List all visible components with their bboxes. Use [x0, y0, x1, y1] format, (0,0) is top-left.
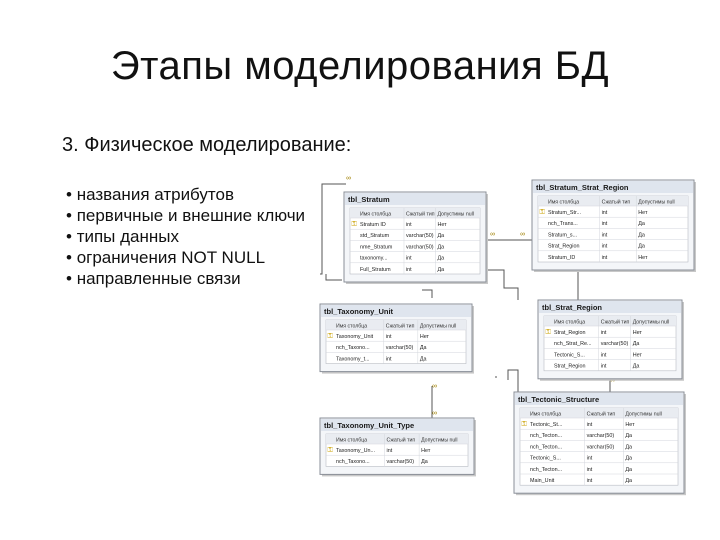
column-header: Сжатый тип	[600, 319, 630, 326]
bullet-item: • названия атрибутов	[66, 184, 316, 205]
table-cell: nch_Strat_Re...	[554, 341, 592, 348]
table-cell: Да	[632, 341, 640, 348]
relation-marker: ∞	[520, 231, 525, 238]
table-cell: int	[405, 255, 412, 262]
column-header: Допустимы null	[421, 437, 458, 444]
bullet-list	[66, 184, 316, 289]
table-cell: int	[405, 222, 412, 228]
table-cell: Taxonomy_Un...	[336, 448, 375, 454]
primary-key-icon: ⚿	[327, 333, 333, 340]
table-cell: Stratum ID	[360, 222, 386, 228]
table-cell: nch_Trans...	[548, 221, 578, 228]
relation-marker: ∞	[432, 410, 437, 417]
table-name: tbl_Strat_Region	[542, 303, 603, 312]
column-header: Имя столбца	[548, 199, 580, 206]
table-cell: nme_Stratum	[360, 244, 393, 251]
table-cell: Нет	[638, 210, 648, 216]
table-cell: Да	[437, 255, 445, 262]
table-cell: int	[600, 363, 607, 370]
bullet-item: • направленные связи	[66, 268, 316, 289]
relation-line	[422, 290, 432, 298]
table-cell: nch_Taxono...	[336, 345, 370, 352]
column-header: Имя столбца	[554, 319, 586, 326]
table-cell: int	[405, 266, 412, 273]
table-cell: int	[600, 352, 607, 359]
table-cell: Tectonic_St...	[530, 422, 563, 428]
table-cell: Нет	[625, 422, 635, 428]
table-cell: int	[601, 232, 608, 239]
primary-key-icon: ⚿	[327, 447, 333, 454]
table-cell: Taxonomy_t...	[336, 356, 370, 363]
table-cell: Да	[625, 455, 633, 462]
database-diagram	[318, 170, 720, 484]
relation-marker: ∞	[432, 383, 437, 390]
primary-key-icon: ⚿	[521, 421, 527, 428]
primary-key-icon: ⚿	[545, 329, 551, 336]
column-header: Допустимы null	[625, 411, 662, 418]
table-cell: Да	[625, 444, 633, 451]
table-cell: int	[586, 466, 593, 473]
table-cell: taxonomy...	[360, 255, 388, 262]
table-cell: std_Stratum	[360, 233, 390, 240]
column-header: Допустимы null	[638, 199, 675, 206]
column-header: Сжатый тип	[601, 199, 631, 206]
bullet-item: • типы данных	[66, 226, 316, 247]
table-cell: varchar(50)	[586, 433, 615, 440]
column-header: Допустимы null	[632, 319, 670, 326]
table-name: tbl_Taxonomy_Unit_Type	[324, 421, 415, 430]
table-cell: Да	[437, 266, 445, 273]
column-header: Имя столбца	[530, 411, 562, 418]
table-cell: Taxonomy_Unit	[336, 334, 374, 340]
column-header: Сжатый тип	[405, 211, 435, 218]
table-cell: int	[601, 210, 608, 216]
table-cell: Strat_Region	[554, 363, 586, 370]
column-header: Допустимы null	[419, 323, 457, 330]
table-cell: nch_Tecton...	[530, 433, 563, 440]
table-cell: Да	[437, 244, 445, 251]
table-cell: Да	[632, 363, 640, 370]
relation-marker: ∞	[490, 231, 495, 238]
table-cell: Main_Unit	[530, 478, 555, 484]
primary-key-icon: ⚿	[351, 221, 357, 228]
table-cell: varchar(50)	[405, 233, 434, 240]
table-stratum_strat_region[interactable]	[532, 180, 696, 272]
table-cell: Да	[625, 478, 633, 484]
table-name: tbl_Stratum	[348, 195, 390, 204]
table-cell: Да	[625, 433, 633, 440]
table-cell: Strat_Region	[554, 330, 586, 336]
relation-marker: ∞	[346, 175, 351, 182]
table-cell: Нет	[421, 448, 431, 454]
table-cell: int	[385, 356, 392, 363]
table-name: tbl_Taxonomy_Unit	[324, 307, 394, 316]
table-cell: varchar(50)	[405, 244, 434, 251]
table-cell: int	[586, 455, 593, 462]
table-cell: Да	[437, 233, 445, 240]
bullet-item: • первичные и внешние ключи	[66, 205, 316, 226]
slide-subtitle: 3. Физическое моделирование:	[62, 134, 352, 156]
table-taxonomy_unit_type[interactable]	[320, 418, 476, 476]
table-cell: Нет	[437, 222, 447, 228]
table-cell: int	[586, 422, 593, 428]
table-cell: int	[586, 478, 593, 484]
table-taxonomy_unit[interactable]	[320, 304, 474, 374]
relation-line	[486, 270, 518, 300]
table-cell: int	[600, 330, 607, 336]
slide-title: Этапы моделирования БД	[110, 44, 610, 88]
table-cell: Нет	[632, 330, 642, 336]
column-header: Допустимы null	[437, 211, 474, 218]
table-cell: Tectonic_S...	[530, 455, 561, 462]
table-cell: Да	[419, 345, 427, 352]
table-cell: Нет	[632, 352, 642, 359]
bullet-item: • ограничения NOT NULL	[66, 247, 316, 268]
table-cell: varchar(50)	[586, 444, 615, 451]
table-tectonic_structure[interactable]	[514, 392, 686, 495]
table-name: tbl_Tectonic_Structure	[518, 395, 600, 404]
table-cell: int	[601, 254, 608, 261]
table-cell: int	[601, 221, 608, 228]
column-header: Сжатый тип	[385, 323, 415, 330]
table-cell: Stratum_ID	[548, 254, 576, 261]
table-cell: nch_Taxono...	[336, 459, 370, 466]
primary-key-icon: ⚿	[539, 209, 545, 216]
relation-line	[326, 274, 342, 280]
table-name: tbl_Stratum_Strat_Region	[536, 183, 629, 192]
table-cell: Full_Stratum	[360, 266, 391, 273]
table-cell: int	[385, 334, 392, 340]
column-header: Имя столбца	[336, 437, 368, 444]
table-strat_region[interactable]	[538, 300, 684, 381]
table-stratum[interactable]	[344, 192, 488, 284]
relation-line	[320, 184, 346, 274]
table-cell: int	[601, 243, 608, 250]
column-header: Сжатый тип	[386, 437, 416, 444]
table-cell: Stratum_s...	[548, 232, 578, 239]
column-header: Сжатый тип	[586, 411, 616, 418]
table-cell: int	[386, 448, 393, 454]
table-cell: varchar(50)	[600, 341, 629, 348]
table-cell: Нет	[638, 254, 648, 261]
table-cell: varchar(50)	[385, 345, 414, 352]
table-cell: Да	[421, 459, 428, 466]
table-cell: Да	[638, 221, 645, 228]
table-cell: nch_Tecton...	[530, 444, 563, 451]
table-cell: Tectonic_S...	[554, 352, 585, 359]
column-header: Имя столбца	[336, 323, 368, 330]
table-cell: Да	[638, 232, 645, 239]
relation-line	[508, 370, 518, 392]
table-cell: Да	[625, 466, 633, 473]
table-cell: Да	[419, 356, 427, 363]
table-cell: Нет	[419, 334, 430, 340]
table-cell: nch_Tecton...	[530, 466, 563, 473]
table-cell: Strat_Region	[548, 243, 580, 250]
column-header: Имя столбца	[360, 211, 392, 218]
table-cell: varchar(50)	[386, 459, 415, 466]
table-cell: Да	[638, 243, 645, 250]
table-cell: Stratum_Str...	[548, 210, 581, 216]
